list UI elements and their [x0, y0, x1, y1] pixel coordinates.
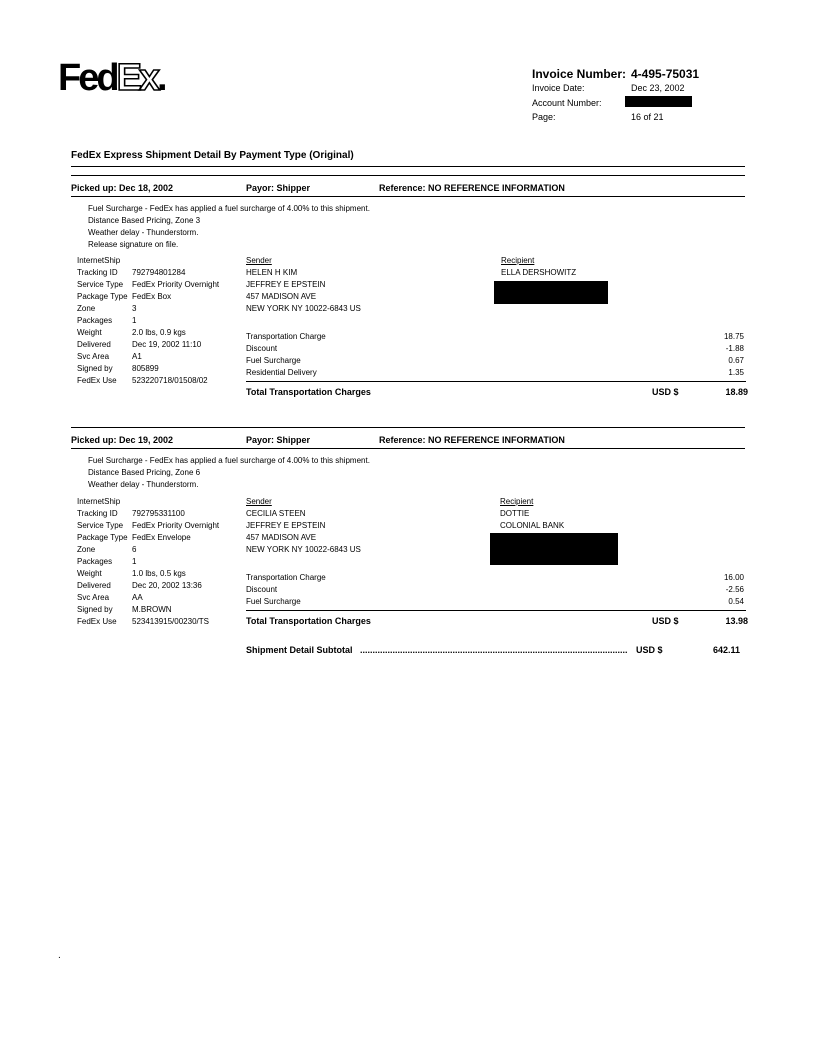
detail-label: Svc Area [77, 352, 110, 361]
detail-value: 6 [132, 545, 137, 554]
shipment-2-payor: Payor: Shipper [246, 435, 311, 445]
charge-amount: 18.75 [723, 332, 744, 341]
shipment-1-note: Fuel Surcharge - FedEx has applied a fuel surcharge of 4.00% to this shipment. [88, 204, 370, 213]
shipment-1-reference: Reference: NO REFERENCE INFORMATION [379, 183, 565, 193]
detail-value: A1 [132, 352, 142, 361]
recipient-address-redaction [490, 533, 618, 565]
detail-label: FedEx Use [77, 376, 117, 385]
subtotal-leader: ........................................................................................................... [360, 645, 628, 655]
detail-value: FedEx Priority Overnight [132, 280, 220, 289]
detail-label: Weight [77, 328, 102, 337]
subtotal-currency: USD $ [636, 645, 663, 655]
charge-label: Fuel Surcharge [246, 356, 301, 365]
detail-label: InternetShip [77, 256, 121, 265]
invoice-number: 4-495-75031 [631, 67, 700, 81]
detail-value: 1 [132, 557, 137, 566]
detail-value: 523220718/01508/02 [132, 376, 208, 385]
account-number-redaction [625, 96, 692, 107]
charge-label: Discount [246, 344, 278, 353]
charge-label: Fuel Surcharge [246, 597, 301, 606]
detail-label: Svc Area [77, 593, 110, 602]
total-label: Total Transportation Charges [246, 387, 371, 397]
invoice-date-label: Invoice Date: [532, 83, 585, 93]
total-currency: USD $ [652, 387, 679, 397]
document-title: FedEx Express Shipment Detail By Payment Type (Original) [71, 150, 354, 161]
total-currency: USD $ [652, 616, 679, 626]
detail-label: Package Type [77, 533, 128, 542]
charge-amount: -2.56 [725, 585, 744, 594]
detail-value: FedEx Box [132, 292, 172, 301]
invoice-number-label: Invoice Number: [532, 67, 627, 81]
subtotal-amount: 642.11 [712, 645, 740, 655]
invoice-date: Dec 23, 2002 [631, 83, 685, 93]
detail-value: AA [132, 593, 143, 602]
detail-label: Tracking ID [77, 509, 118, 518]
shipment-2-note: Weather delay - Thunderstorm. [88, 480, 199, 489]
detail-label: Zone [77, 304, 96, 313]
shipment-2-note: Distance Based Pricing, Zone 6 [88, 468, 201, 477]
fedex-logo [58, 58, 165, 98]
detail-label: Service Type [77, 280, 124, 289]
shipment-1-picked-up: Picked up: Dec 18, 2002 [71, 183, 174, 193]
detail-label: Zone [77, 545, 96, 554]
sender-label: Sender [246, 256, 272, 265]
shipment-2-picked-up: Picked up: Dec 19, 2002 [71, 435, 174, 445]
charge-label: Residential Delivery [246, 368, 317, 377]
charge-label: Transportation Charge [246, 332, 326, 341]
charge-label: Discount [246, 585, 278, 594]
shipment-1-top-rule [71, 175, 745, 176]
account-number-label: Account Number: [532, 98, 602, 108]
detail-value: FedEx Envelope [132, 533, 191, 542]
footer-mark: . [58, 950, 61, 961]
detail-value: 1 [132, 316, 137, 325]
shipment-2-note: Fuel Surcharge - FedEx has applied a fuel surcharge of 4.00% to this shipment. [88, 456, 370, 465]
charge-amount: -1.88 [725, 344, 744, 353]
sender-line: NEW YORK NY 10022-6843 US [246, 545, 361, 554]
detail-value: 1.0 lbs, 0.5 kgs [132, 569, 186, 578]
detail-label: Tracking ID [77, 268, 118, 277]
detail-value: FedEx Priority Overnight [132, 521, 220, 530]
charge-amount: 1.35 [728, 368, 744, 377]
shipment-1-note: Weather delay - Thunderstorm. [88, 228, 199, 237]
shipment-2-top-rule [71, 427, 745, 428]
detail-value: M.BROWN [132, 605, 172, 614]
detail-label: Packages [77, 557, 113, 566]
sender-line: JEFFREY E EPSTEIN [246, 521, 326, 530]
logo-fed: Fed [58, 57, 117, 99]
charge-amount: 16.00 [723, 573, 744, 582]
page-number: 16 of 21 [631, 112, 664, 122]
charge-label: Transportation Charge [246, 573, 326, 582]
detail-label: InternetShip [77, 497, 121, 506]
detail-value: 792794801284 [132, 268, 186, 277]
charge-amount: 0.54 [728, 597, 744, 606]
shipment-1-payor: Payor: Shipper [246, 183, 311, 193]
detail-label: Weight [77, 569, 102, 578]
detail-value: Dec 19, 2002 11:10 [132, 340, 202, 349]
detail-value: 3 [132, 304, 137, 313]
detail-label: Package Type [77, 292, 128, 301]
detail-value: 523413915/00230/TS [132, 617, 209, 626]
shipment-1-note: Distance Based Pricing, Zone 3 [88, 216, 201, 225]
shipment-2-header-rule [71, 448, 745, 449]
detail-value: 805899 [132, 364, 159, 373]
detail-value: 792795331100 [132, 509, 185, 518]
detail-label: Service Type [77, 521, 124, 530]
recipient-line: DOTTIE [500, 509, 530, 518]
logo-ex: Ex [116, 57, 158, 99]
shipment-1-header-rule [71, 196, 745, 197]
sender-label: Sender [246, 497, 272, 506]
sender-line: 457 MADISON AVE [246, 292, 317, 301]
logo-dot: . [157, 57, 165, 99]
recipient-address-redaction [494, 281, 608, 304]
detail-label: Signed by [77, 605, 113, 614]
sender-line: CECILIA STEEN [246, 509, 306, 518]
sender-line: NEW YORK NY 10022-6843 US [246, 304, 361, 313]
charges-total-rule [246, 381, 746, 382]
subtotal-label: Shipment Detail Subtotal [246, 645, 353, 655]
recipient-label: Recipient [501, 256, 535, 265]
title-divider [71, 166, 745, 167]
charge-amount: 0.67 [728, 356, 744, 365]
page-label: Page: [532, 112, 556, 122]
sender-line: HELEN H KIM [246, 268, 298, 277]
recipient-line: COLONIAL BANK [500, 521, 565, 530]
total-amount: 18.89 [725, 387, 748, 397]
shipment-1-note: Release signature on file. [88, 240, 179, 249]
total-amount: 13.98 [725, 616, 748, 626]
detail-value: Dec 20, 2002 13:36 [132, 581, 202, 590]
detail-label: Signed by [77, 364, 113, 373]
detail-label: Delivered [77, 581, 111, 590]
detail-label: FedEx Use [77, 617, 117, 626]
sender-line: 457 MADISON AVE [246, 533, 317, 542]
detail-label: Packages [77, 316, 113, 325]
recipient-line: ELLA DERSHOWITZ [501, 268, 577, 277]
detail-value: 2.0 lbs, 0.9 kgs [132, 328, 186, 337]
detail-label: Delivered [77, 340, 111, 349]
sender-line: JEFFREY E EPSTEIN [246, 280, 326, 289]
charges-total-rule [246, 610, 746, 611]
recipient-label: Recipient [500, 497, 534, 506]
total-label: Total Transportation Charges [246, 616, 371, 626]
shipment-2-reference: Reference: NO REFERENCE INFORMATION [379, 435, 565, 445]
